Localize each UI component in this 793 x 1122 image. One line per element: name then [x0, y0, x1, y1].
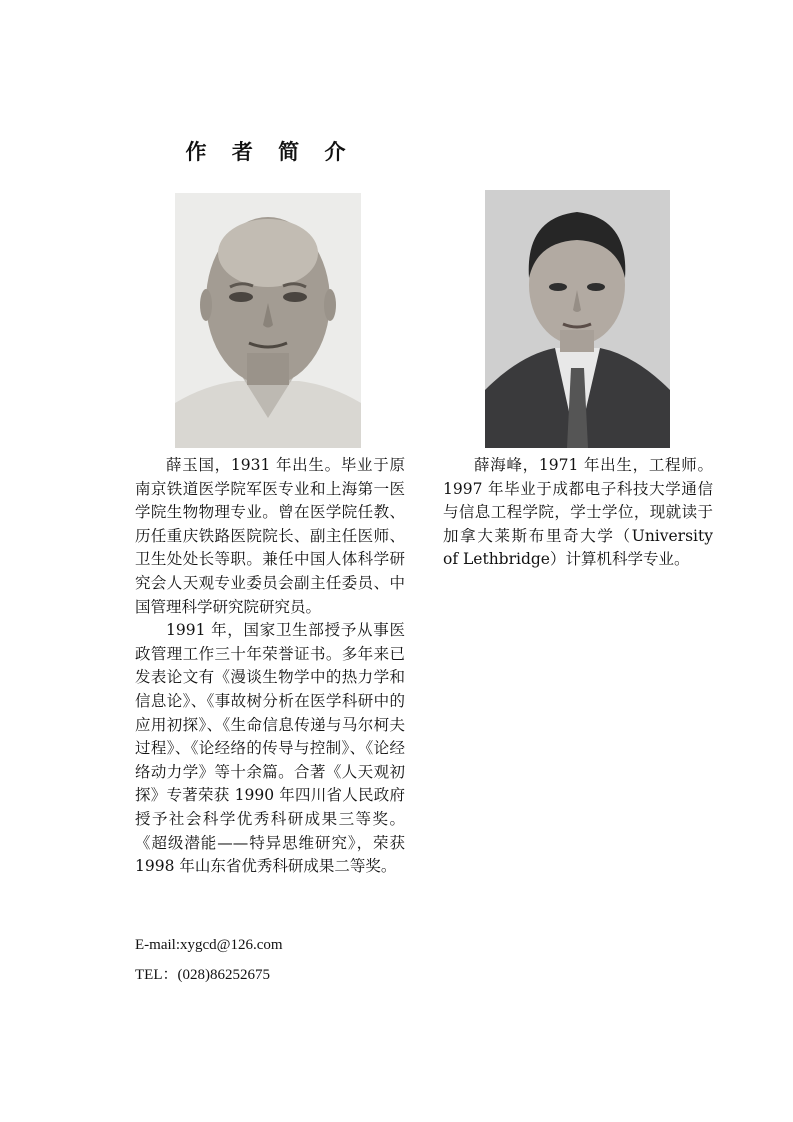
author2-bio-paragraph: 薛海峰，1971 年出生，工程师。1997 年毕业于成都电子科技大学通信与信息工程学院，学士学位，现就读于加拿大莱斯布里奇大学（University of Lethbridge）计算机科学专业。: [443, 456, 713, 569]
page-title: 作 者 简 介: [185, 140, 355, 164]
contact-email: E-mail:xygcd@126.com: [135, 937, 283, 953]
author1-bio: [135, 454, 405, 879]
contact-phone: TEL：(028)86252675: [135, 967, 270, 983]
author2-bio: [443, 454, 713, 572]
author1-bio-paragraph: 薛玉国，1931 年出生。毕业于原南京铁道医学院军医专业和上海第一医学院生物物理专业。曾在医学院任教、历任重庆铁路医院院长、副主任医师、卫生处处长等职。兼任中国人体科学研究会人天观专业委员会副主任委员、中国管理科学研究院研究员。: [135, 456, 405, 616]
author1-bio-paragraph: 1991 年，国家卫生部授予从事医政管理工作三十年荣誉证书。多年来已发表论文有《漫谈生物学中的热力学和信息论》、《事故树分析在医学科研中的应用初探》、《生命信息传递与马尔柯夫过程》、《论经络的传导与控制》、《论经络动力学》等十余篇。合著《人天观初探》专著荣获 1990 年四川省人民政府授予社会科学优秀科研成果三等奖。《超级潜能——特异思维研究》，荣获 1998 年山东省优秀科研成果二等奖。: [135, 621, 405, 876]
author2-portrait: [485, 190, 670, 448]
author1-portrait: [175, 193, 361, 448]
